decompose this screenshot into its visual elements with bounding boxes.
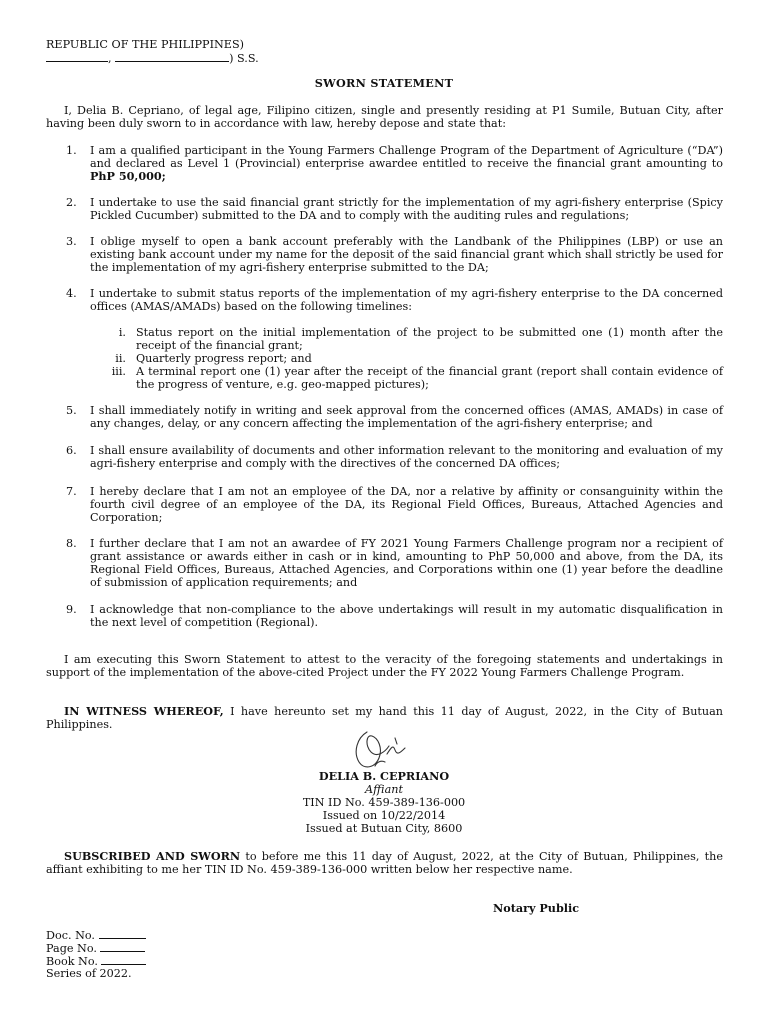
- affiant-issued-on: Issued on 10/22/2014: [322, 809, 446, 822]
- venue-blank-2: [115, 51, 229, 62]
- subitem-number: iii.: [111, 365, 126, 378]
- item-7: I hereby declare that I am not an employee of the DA, nor a relative by affinity or consanguinity within the fourth civil degree of an employee of the DA, its Regional Field Offices, Bureaus, Attached Agencies and Corporation;: [90, 485, 723, 524]
- venue-blank-1: [46, 51, 108, 62]
- item-5: I shall immediately notify in writing and seek approval from the concerned offices (AMAS, AMADs) in case of any changes, delay, or any concern affecting the implementation of the agri-fishery enterprise; and: [90, 404, 723, 430]
- book-no-blank: [101, 954, 146, 965]
- witness-text: I have hereunto set my hand this 11 day of August, 2022, in the City of Butuan Philippines.: [46, 705, 724, 731]
- item-6: I shall ensure availability of documents and other information relevant to the monitoring and evaluation of my agri-fishery enterprise and comply with the directives of the concerned DA offices;: [90, 444, 723, 470]
- book-no-label: Book No.: [46, 955, 98, 968]
- item-1-amount: PhP 50,000;: [90, 169, 166, 183]
- item-number: 6.: [66, 444, 77, 457]
- subitem-ii: Quarterly progress report; and: [136, 352, 312, 365]
- item-number: 2.: [66, 196, 77, 209]
- item-1-text: I am a qualified participant in the Young Farmers Challenge Program of the Department of Agriculture (“DA”) and declared as Level 1 (Provincial) enterprise awardee entitled to receive the financial grant amounting to: [90, 144, 723, 170]
- page-no: [46, 941, 145, 955]
- subscribed-lead: SUBSCRIBED AND SWORN: [64, 849, 241, 863]
- affiant-issued-at: Issued at Butuan City, 8600: [305, 822, 463, 835]
- doc-no-blank: [99, 928, 146, 939]
- item-8: I further declare that I am not an awardee of FY 2021 Young Farmers Challenge program nor a recipient of grant assistance or awards either in cash or in kind, amounting to PhP 50,000 and above, from the DA, its Regional Field Offices, Bureaus, Attached Agencies, and Corporations within one (1) year before the deadline of submission of application requirements; and: [90, 537, 723, 589]
- affiant-role: Affiant: [365, 783, 403, 796]
- subscribed-paragraph: [46, 850, 723, 876]
- document-title: SWORN STATEMENT: [314, 76, 454, 90]
- doc-no: [46, 928, 146, 942]
- book-no: [46, 954, 146, 968]
- witness-lead: IN WITNESS WHEREOF,: [64, 704, 224, 718]
- signature-image: [345, 722, 415, 774]
- header-republic: REPUBLIC OF THE PHILIPPINES): [46, 38, 244, 51]
- subitem-i: Status report on the initial implementation of the project to be submitted one (1) month after the receipt of the financial grant;: [136, 326, 723, 352]
- series: Series of 2022.: [46, 967, 132, 980]
- item-2: I undertake to use the said financial grant strictly for the implementation of my agri-fishery enterprise (Spicy Pickled Cucumber) submitted to the DA and to comply with the auditing rules and regulations;: [90, 196, 723, 222]
- header-ss: ) S.S.: [229, 52, 259, 65]
- subitem-iii: A terminal report one (1) year after the receipt of the financial grant (report shall contain evidence of the progress of venture, e.g. geo-mapped pictures);: [136, 365, 723, 391]
- page-no-blank: [100, 941, 145, 952]
- item-number: 9.: [66, 603, 77, 616]
- affiant-tin: TIN ID No. 459-389-136-000: [302, 796, 466, 809]
- affiant-name: DELIA B. CEPRIANO: [318, 769, 450, 783]
- item-4: I undertake to submit status reports of the implementation of my agri-fishery enterprise to the DA concerned offices (AMAS/AMADs) based on the following timelines:: [90, 287, 723, 313]
- subitem-number: ii.: [115, 352, 126, 365]
- subscribed-text: to before me this 11 day of August, 2022, at the City of Butuan, Philippines, the affiant exhibiting to me her TIN ID No. 459-389-136-000 written below her respective name.: [46, 850, 723, 876]
- intro-paragraph: I, Delia B. Cepriano, of legal age, Filipino citizen, single and presently residing at P1 Sumile, Butuan City, after having been duly sworn to in accordance with law, hereby depose and state that:: [46, 104, 723, 130]
- item-number: 1.: [66, 144, 77, 157]
- item-number: 8.: [66, 537, 77, 550]
- subitem-number: i.: [118, 326, 126, 339]
- header-venue-line: , ) S.S.: [46, 51, 259, 65]
- doc-no-label: Doc. No.: [46, 929, 95, 942]
- page-no-label: Page No.: [46, 942, 97, 955]
- item-1: [90, 144, 723, 183]
- item-number: 4.: [66, 287, 77, 300]
- executing-paragraph: I am executing this Sworn Statement to attest to the veracity of the foregoing statements and undertakings in support of the implementation of the above-cited Project under the FY 2022 Young Farmers Challenge Program.: [46, 653, 723, 679]
- item-number: 3.: [66, 235, 77, 248]
- item-9: I acknowledge that non-compliance to the above undertakings will result in my automatic disqualification in the next level of competition (Regional).: [90, 603, 723, 629]
- item-number: 5.: [66, 404, 77, 417]
- notary-public: Notary Public: [493, 901, 580, 915]
- item-number: 7.: [66, 485, 77, 498]
- item-3: I oblige myself to open a bank account preferably with the Landbank of the Philippines (LBP) or use an existing bank account under my name for the deposit of the said financial grant which shall strictly be used for the implementation of my agri-fishery enterprise submitted to the DA;: [90, 235, 723, 274]
